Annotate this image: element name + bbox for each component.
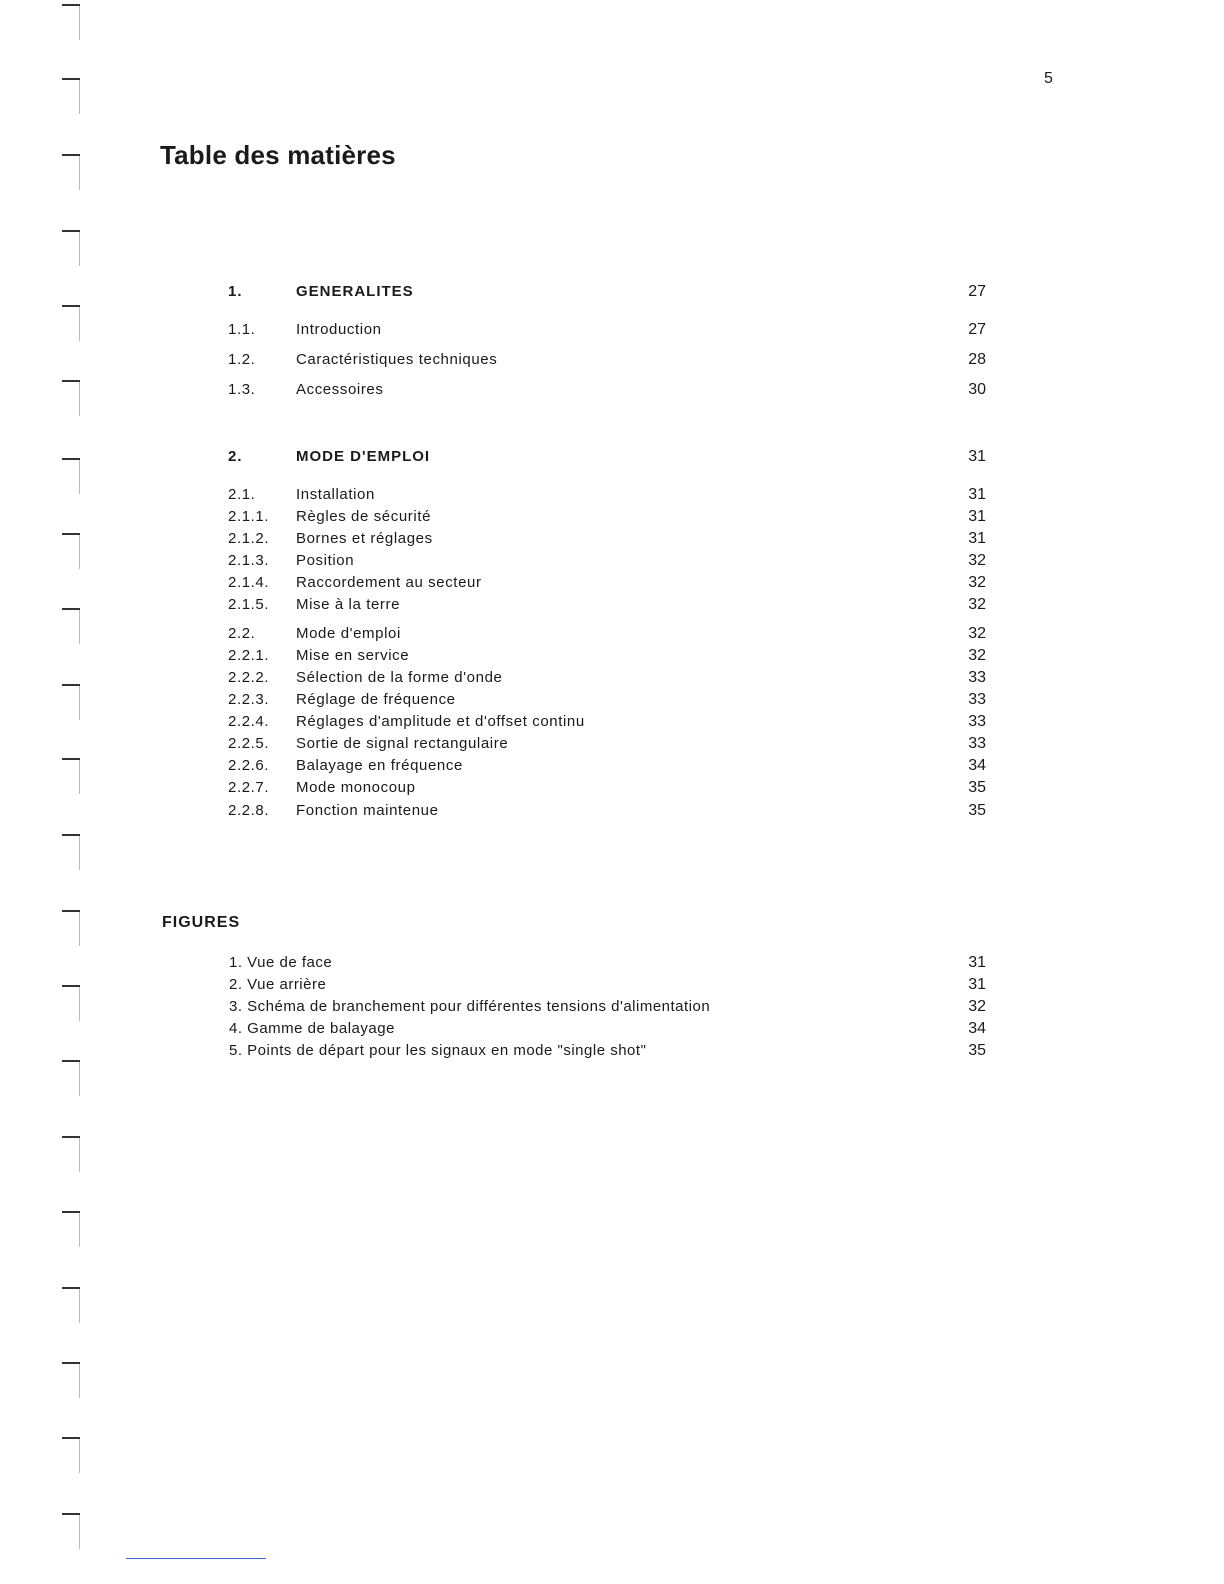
- page-number: 5: [1044, 70, 1053, 87]
- binding-mark: [62, 458, 82, 498]
- toc-page: 32: [968, 625, 986, 642]
- toc-entry: [228, 573, 986, 593]
- binding-mark: [62, 1362, 82, 1402]
- toc-label: Raccordement au secteur: [296, 574, 482, 591]
- toc-section-heading: [228, 282, 986, 302]
- toc-label: Mode monocoup: [296, 779, 416, 796]
- toc-entry: [228, 778, 986, 798]
- figure-page: 32: [968, 998, 986, 1015]
- toc-number: 1.1.: [228, 321, 256, 338]
- toc-page: 31: [968, 508, 986, 525]
- toc-page: 32: [968, 596, 986, 613]
- toc-entry: [228, 350, 986, 370]
- toc-page: 27: [968, 321, 986, 338]
- figure-page: 35: [968, 1042, 986, 1059]
- binding-mark: [62, 230, 82, 270]
- toc-number: 1.3.: [228, 381, 256, 398]
- binding-mark: [62, 78, 82, 118]
- toc-number: 2.2.6.: [228, 757, 270, 774]
- toc-number: 1.2.: [228, 351, 256, 368]
- binding-mark: [62, 380, 82, 420]
- toc-label: GENERALITES: [296, 283, 414, 300]
- toc-number: 2.2.5.: [228, 735, 270, 752]
- figure-label: 1. Vue de face: [229, 954, 333, 971]
- toc-entry: [228, 624, 986, 644]
- toc-number: 2.2.1.: [228, 647, 270, 664]
- binding-mark: [62, 1513, 82, 1553]
- toc-label: Mise en service: [296, 647, 410, 664]
- binding-mark: [62, 910, 82, 950]
- toc-label: Sortie de signal rectangulaire: [296, 735, 509, 752]
- toc-entry: [228, 712, 986, 732]
- binding-mark: [62, 1287, 82, 1327]
- binding-mark: [62, 533, 82, 573]
- toc-page: 32: [968, 647, 986, 664]
- toc-page: 33: [968, 669, 986, 686]
- toc-entry: [228, 668, 986, 688]
- binding-mark: [62, 1437, 82, 1477]
- toc-number: 2.1.2.: [228, 530, 270, 547]
- toc-number: 2.2.: [228, 625, 256, 642]
- toc-number: 2.2.7.: [228, 779, 270, 796]
- toc-entry: [228, 529, 986, 549]
- toc-page: 28: [968, 351, 986, 368]
- toc-entry: [228, 507, 986, 527]
- figure-entry: [229, 997, 986, 1017]
- toc-page: 27: [968, 283, 986, 300]
- toc-number: 2.1.4.: [228, 574, 270, 591]
- toc-label: Règles de sécurité: [296, 508, 432, 525]
- figure-label: 5. Points de départ pour les signaux en mode "single shot": [229, 1042, 647, 1059]
- toc-label: MODE D'EMPLOI: [296, 448, 431, 465]
- binding-mark: [62, 608, 82, 648]
- binding-mark: [62, 758, 82, 798]
- toc-entry: [228, 380, 986, 400]
- toc-entry: [228, 320, 986, 340]
- page-title: Table des matières: [160, 140, 396, 170]
- binding-mark: [62, 154, 82, 194]
- toc-entry: [228, 595, 986, 615]
- toc-page: 35: [968, 802, 986, 819]
- toc-page: 31: [968, 486, 986, 503]
- toc-label: Balayage en fréquence: [296, 757, 463, 774]
- toc-label: Mise à la terre: [296, 596, 401, 613]
- toc-number: 2.1.5.: [228, 596, 270, 613]
- figure-label: 4. Gamme de balayage: [229, 1020, 395, 1037]
- toc-number: 2.: [228, 448, 243, 465]
- toc-label: Introduction: [296, 321, 382, 338]
- toc-number: 2.1.: [228, 486, 256, 503]
- toc-label: Sélection de la forme d'onde: [296, 669, 503, 686]
- toc-number: 2.2.3.: [228, 691, 270, 708]
- toc-page: 32: [968, 574, 986, 591]
- toc-page: 33: [968, 713, 986, 730]
- bottom-rule: [126, 1558, 266, 1559]
- toc-page: 35: [968, 779, 986, 796]
- figure-label: 3. Schéma de branchement pour différentes tensions d'alimentation: [229, 998, 711, 1015]
- figure-entry: [229, 975, 986, 995]
- figures-heading: FIGURES: [162, 914, 241, 931]
- figure-page: 31: [968, 976, 986, 993]
- toc-entry: [228, 551, 986, 571]
- toc-number: 2.2.2.: [228, 669, 270, 686]
- toc-label: Mode d'emploi: [296, 625, 401, 642]
- toc-number: 2.1.1.: [228, 508, 270, 525]
- toc-number: 2.1.3.: [228, 552, 270, 569]
- toc-label: Réglages d'amplitude et d'offset continu: [296, 713, 585, 730]
- toc-label: Fonction maintenue: [296, 802, 439, 819]
- toc-page: 32: [968, 552, 986, 569]
- figure-page: 31: [968, 954, 986, 971]
- figure-entry: [229, 1019, 986, 1039]
- toc-entry: [228, 801, 986, 821]
- binding-mark: [62, 985, 82, 1025]
- toc-label: Position: [296, 552, 355, 569]
- binding-mark: [62, 1136, 82, 1176]
- figure-page: 34: [968, 1020, 986, 1037]
- toc-label: Bornes et réglages: [296, 530, 433, 547]
- toc-section-heading: [228, 447, 986, 467]
- toc-entry: [228, 734, 986, 754]
- toc-label: Réglage de fréquence: [296, 691, 456, 708]
- toc-number: 2.2.4.: [228, 713, 270, 730]
- toc-entry: [228, 485, 986, 505]
- toc-page: 33: [968, 735, 986, 752]
- toc-label: Caractéristiques techniques: [296, 351, 498, 368]
- toc-label: Accessoires: [296, 381, 384, 398]
- figure-entry: [229, 953, 986, 973]
- binding-mark: [62, 684, 82, 724]
- toc-page: 34: [968, 757, 986, 774]
- binding-mark: [62, 4, 82, 44]
- toc-page: 30: [968, 381, 986, 398]
- toc-page: 31: [968, 448, 986, 465]
- toc-number: 1.: [228, 283, 243, 300]
- toc-entry: [228, 756, 986, 776]
- figure-entry: [229, 1041, 986, 1061]
- binding-mark: [62, 1060, 82, 1100]
- binding-mark: [62, 1211, 82, 1251]
- toc-entry: [228, 646, 986, 666]
- binding-mark: [62, 305, 82, 345]
- toc-page: 31: [968, 530, 986, 547]
- toc-page: 33: [968, 691, 986, 708]
- binding-mark: [62, 834, 82, 874]
- toc-number: 2.2.8.: [228, 802, 270, 819]
- toc-label: Installation: [296, 486, 375, 503]
- toc-entry: [228, 690, 986, 710]
- figure-label: 2. Vue arrière: [229, 976, 327, 993]
